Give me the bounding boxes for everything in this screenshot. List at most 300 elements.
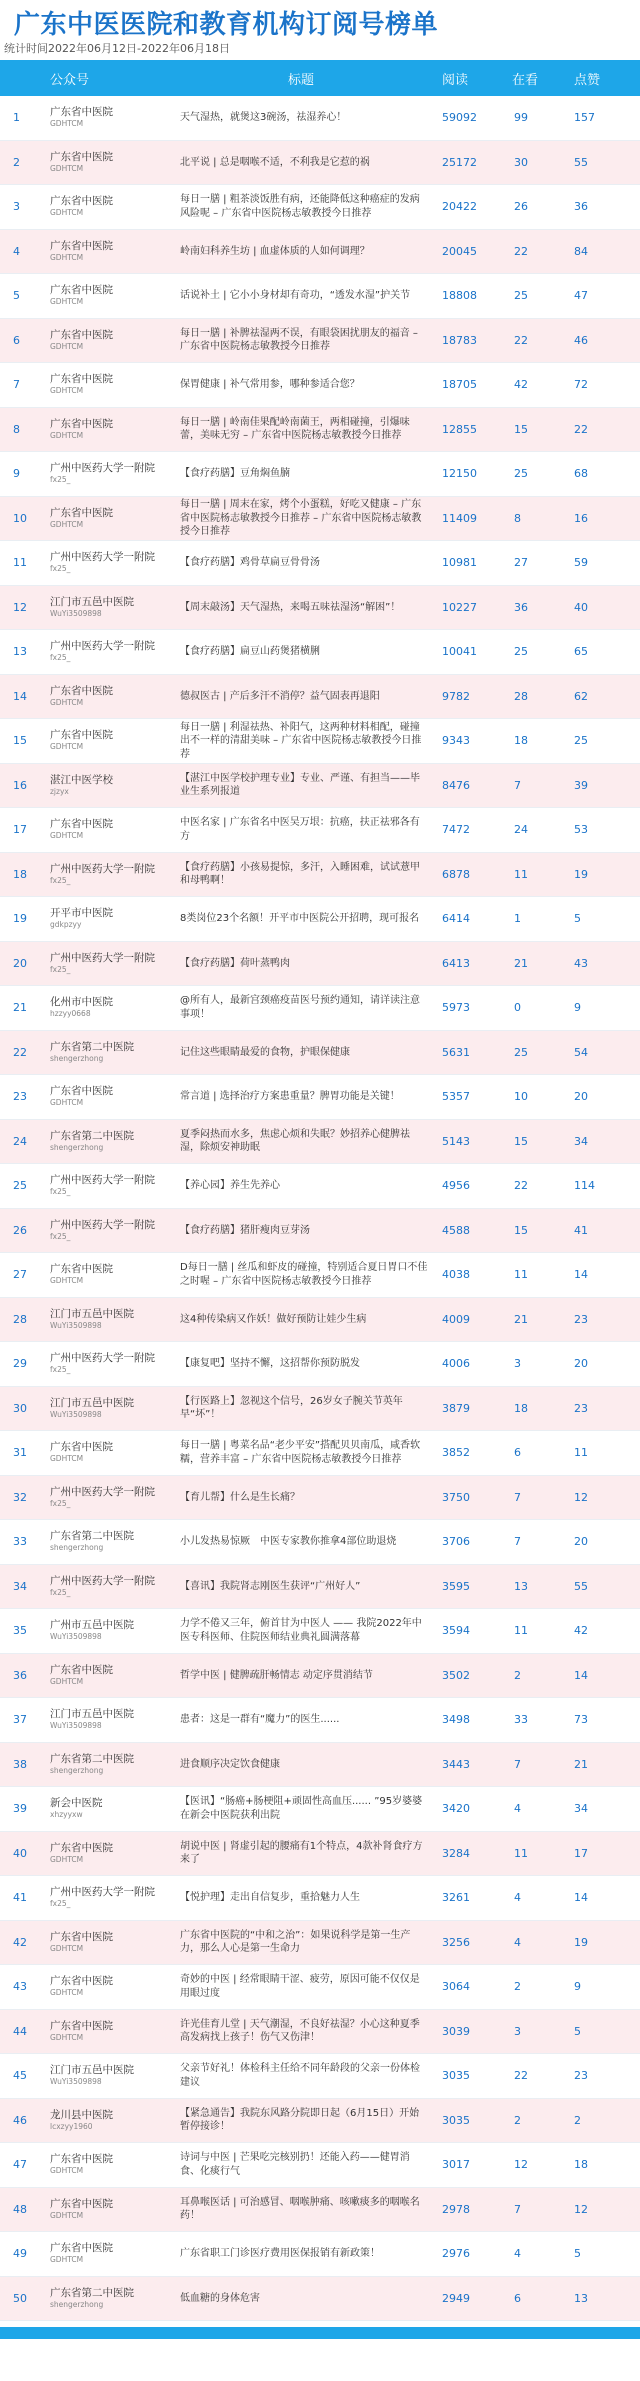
rank-number: 13 [13,645,27,659]
account-id: WuYi3509898 [50,608,102,618]
read-count: 25172 [442,155,477,169]
account-cell[interactable] [40,1886,168,1909]
looking-count: 7 [514,1757,521,1771]
like-count: 54 [574,1045,588,1059]
table-row [0,1654,640,1699]
account-id: shengerzhong [50,1765,104,1775]
account-cell[interactable] [40,996,168,1019]
looking-count: 24 [514,823,528,837]
account-cell[interactable] [40,373,168,396]
account-name: 广州中医药大学一附院 [50,551,155,564]
rank-number: 21 [13,1001,27,1015]
account-id: hzzyy0668 [50,1009,91,1019]
article-title-link[interactable]: 岭南妇科养生坊 | 血虚体质的人如何调理？ [180,245,370,257]
account-cell[interactable] [40,2153,168,2176]
account-id: fx25_ [50,564,71,574]
rank-number: 50 [13,2291,27,2305]
table-row [0,1387,640,1432]
read-count: 3017 [442,2158,470,2172]
article-title-link[interactable]: 这4种传染病又作妖！做好预防让娃少生病 [180,1313,367,1325]
account-name: 广州市五邑中医院 [50,1619,134,1632]
looking-count: 7 [514,1490,521,1504]
article-title-link[interactable]: @所有人，最新宫颈癌疫苗医号预约通知，请详读注意事项！ [180,995,420,1020]
rank-number: 20 [13,956,27,970]
article-title-link[interactable]: 每日一膳 | 岭南佳果配岭南菌王，两相碰撞，引爆味蕾，美味无穷 – 广东省中医院杨志敏教授今日推荐 [180,416,410,442]
account-cell[interactable] [40,2109,168,2132]
read-count: 20422 [442,200,477,214]
table-row [0,1965,640,2010]
like-count: 72 [574,378,588,392]
read-count: 3595 [442,1579,470,1593]
read-count: 12150 [442,467,477,481]
account-cell[interactable] [40,1130,168,1153]
account-id: xhzyyxw [50,1810,83,1820]
article-title-link[interactable]: 每日一膳 | 补脾祛湿两不误，有眼袋困扰朋友的福音 – 广东省中医院杨志敏教授今日推荐 [180,327,418,353]
account-name: 广东省中医院 [50,1085,113,1098]
account-cell[interactable] [40,1575,168,1598]
article-title-link[interactable]: 话说补土 | 它小小身材却有奇功，“透发水湿”护关节 [180,290,411,301]
rank-number: 7 [13,378,20,392]
read-count: 11409 [442,511,477,525]
account-name: 广东省中医院 [50,2197,113,2210]
account-id: fx25_ [50,653,71,663]
looking-count: 15 [514,422,528,436]
rank-number: 9 [13,467,20,481]
account-cell[interactable] [40,863,168,886]
account-id: fx25_ [50,1899,71,1909]
account-cell[interactable] [40,907,168,930]
account-id: GDHTCM [50,519,84,529]
table-row [0,853,640,898]
looking-count: 25 [514,1045,528,1059]
account-id: GDHTCM [50,341,84,351]
rank-number: 26 [13,1223,27,1237]
table-row [0,363,640,408]
read-count: 59092 [442,111,477,125]
table-row [0,2010,640,2055]
rank-number: 49 [13,2247,27,2261]
rank-number: 44 [13,2024,27,2038]
article-title-link[interactable]: 【食疗药膳】猪肝瘦肉豆芽汤 [180,1224,310,1236]
account-id: GDHTCM [50,831,84,841]
looking-count: 25 [514,467,528,481]
account-cell[interactable] [40,240,168,263]
account-cell[interactable] [40,2064,168,2087]
account-cell[interactable] [40,1352,168,1375]
read-count: 5143 [442,1134,470,1148]
article-title-link[interactable]: 哲学中医 | 健脾疏肝畅情志 动定序贯消结节 [180,1669,373,1681]
looking-count: 11 [514,867,528,881]
article-title-link[interactable]: 许光佳育儿堂 | 天气潮湿，不良好祛湿？小心这种夏季高发病找上孩子！伤气又伤津！ [180,2018,420,2044]
read-count: 10981 [442,556,477,570]
account-cell[interactable] [40,106,168,129]
account-cell[interactable] [40,1397,168,1420]
article-title-link[interactable]: 夏季闷热而水多，焦虑心烦和失眠？妙招养心健脾祛湿，除烦安神助眠 [180,1128,410,1154]
article-title-link[interactable]: 诗词与中医 | 芒果吃完核别扔！还能入药——健胃消食、化痰行气 [180,2152,410,2177]
article-title-link[interactable]: 小儿发热易惊厥 中医专家教你推拿4部位助退烧 [180,1536,397,1547]
looking-count: 15 [514,1223,528,1237]
article-title-link[interactable]: 德叔医古 | 产后多汗不消停？益气固表再退阳 [180,690,380,702]
like-count: 9 [574,1980,581,1994]
read-count: 4038 [442,1268,470,1282]
looking-count: 18 [514,734,528,748]
like-count: 41 [574,1223,588,1237]
account-id: GDHTCM [50,1098,84,1108]
account-cell[interactable] [40,1174,168,1197]
footer-bar [0,2327,640,2339]
read-count: 12855 [442,422,477,436]
account-name: 广东省中医院 [50,729,113,742]
like-count: 11 [574,1446,588,1460]
looking-count: 3 [514,2024,521,2038]
table-row [0,630,640,675]
account-name: 广东省中医院 [50,373,113,386]
account-name: 广东省中医院 [50,1930,113,1943]
article-title-link[interactable]: 进食顺序决定饮食健康 [180,1758,280,1770]
rank-number: 32 [13,1490,27,1504]
account-cell[interactable] [40,729,168,752]
article-title-link[interactable]: 【食疗药膳】鸡骨草扁豆骨骨汤 [180,557,320,568]
table-row [0,1743,640,1788]
article-title-link[interactable]: 胡说中医 | 肾虚引起的腰痛有1个特点，4款补肾食疗方来了 [180,1840,423,1866]
account-cell[interactable] [40,596,168,619]
rank-number: 25 [13,1179,27,1193]
looking-count: 28 [514,689,528,703]
table-row [0,185,640,230]
account-cell[interactable] [40,1664,168,1687]
article-title-link[interactable]: 每日一膳 | 粗茶淡饭胜有病，还能降低这种癌症的发病风险呢 – 广东省中医院杨志敏教授今日推荐 [180,194,420,219]
looking-count: 21 [514,1312,528,1326]
read-count: 3284 [442,1846,470,1860]
account-id: fx25_ [50,1187,71,1197]
article-title-link[interactable]: 【食疗药膳】扁豆山药煲猪横脷 [180,646,320,657]
account-id: GDHTCM [50,430,84,440]
account-id: fx25_ [50,1587,71,1597]
account-name: 广东省中医院 [50,2242,113,2255]
like-count: 53 [574,823,588,837]
read-count: 10041 [442,645,477,659]
article-title-link[interactable]: 【医讯】“肠癌+肠梗阻+顽固性高血压...... ”95岁婆婆在新会中医院获利出院 [180,1796,423,1821]
account-name: 广州中医药大学一附院 [50,1352,155,1365]
article-title-link[interactable]: 【湛江中医学校护理专业】专业、严谨、有担当——毕业生系列报道 [180,772,420,798]
account-cell[interactable] [40,418,168,441]
account-name: 广东省中医院 [50,106,113,119]
account-cell[interactable] [40,1619,168,1642]
account-id: GDHTCM [50,742,84,752]
read-count: 3502 [442,1668,470,1682]
read-count: 3750 [442,1490,470,1504]
account-id: GDHTCM [50,1676,84,1686]
table-row [0,1209,640,1254]
article-title-link[interactable]: 广东省职工门诊医疗费用医保报销有新政策！ [180,2248,380,2259]
account-cell[interactable] [40,952,168,975]
rank-number: 3 [13,200,20,214]
account-name: 广州中医药大学一附院 [50,951,155,964]
table-row [0,986,640,1031]
account-cell[interactable] [40,1931,168,1954]
article-title-link[interactable]: 记住这些眼睛最爱的食物，护眼保健康 [180,1046,350,1058]
table-row [0,1520,640,1565]
read-count: 4009 [442,1312,470,1326]
account-id: GDHTCM [50,208,84,218]
looking-count: 11 [514,1268,528,1282]
article-title-link[interactable]: 天气湿热，就煲这3碗汤，祛湿养心！ [180,112,347,123]
table-row [0,1075,640,1120]
read-count: 2978 [442,2202,470,2216]
account-name: 广东省中医院 [50,1441,113,1454]
column-header-likes: 点赞 [574,72,601,88]
account-cell[interactable] [40,1041,168,1064]
account-id: GDHTCM [50,252,84,262]
like-count: 12 [574,2202,588,2216]
rank-number: 38 [13,1757,27,1771]
account-name: 广东省第二中医院 [50,1040,134,1053]
table-row [0,1787,640,1832]
account-id: GDHTCM [50,1943,84,1953]
like-count: 36 [574,200,588,214]
account-cell[interactable] [40,284,168,307]
table-row [0,96,640,141]
account-cell[interactable] [40,551,168,574]
looking-count: 25 [514,645,528,659]
table-row [0,1832,640,1877]
article-title-link[interactable]: 奇妙的中医 | 经常眼睛干涩、疲劳，原因可能不仅仅是用眼过度 [180,1974,420,1999]
account-id: WuYi3509898 [50,2077,102,2087]
looking-count: 10 [514,1090,528,1104]
account-name: 广东省第二中医院 [50,1530,134,1543]
read-count: 4956 [442,1179,470,1193]
account-name: 广东省中医院 [50,239,113,252]
account-id: fx25_ [50,1231,71,1241]
account-name: 广州中医药大学一附院 [50,1174,155,1187]
account-cell[interactable] [40,1975,168,1998]
account-id: fx25_ [50,1365,71,1375]
table-row [0,1342,640,1387]
like-count: 14 [574,1668,588,1682]
account-cell[interactable] [40,1753,168,1776]
like-count: 16 [574,511,588,525]
article-title-link[interactable]: 北平说 | 总是咽喉不适，不利我是它惹的祸 [180,156,370,168]
table-row [0,408,640,453]
article-title-link[interactable]: 每日一膳 | 粤菜名品“老少平安”搭配贝贝南瓜，咸香软糯，营养丰富 – 广东省中医院杨志敏教授今日推荐 [180,1440,421,1465]
column-header-looking: 在看 [512,72,539,88]
rank-number: 42 [13,1935,27,1949]
read-count: 3706 [442,1535,470,1549]
table-row [0,675,640,720]
account-cell[interactable] [40,1708,168,1731]
looking-count: 99 [514,111,528,125]
rank-number: 29 [13,1357,27,1371]
rank-number: 43 [13,1980,27,1994]
looking-count: 0 [514,1001,521,1015]
article-title-link[interactable]: 中医名家 | 广东省名中医吴万垠：抗癌，扶正祛邪各有方 [180,817,420,842]
account-id: shengerzhong [50,2299,104,2309]
article-title-link[interactable]: 患者：这是一群有“魔力”的医生...... [180,1714,340,1725]
account-id: gdkpzyy [50,920,82,930]
read-count: 3256 [442,1935,470,1949]
like-count: 114 [574,1179,595,1193]
rank-number: 30 [13,1401,27,1415]
read-count: 2976 [442,2247,470,2261]
account-cell[interactable] [40,1308,168,1331]
read-count: 9782 [442,689,470,703]
account-cell[interactable] [40,1263,168,1286]
account-id: WuYi3509898 [50,1721,102,1731]
looking-count: 22 [514,333,528,347]
looking-count: 4 [514,1935,521,1949]
account-cell[interactable] [40,2020,168,2043]
like-count: 23 [574,2069,588,2083]
like-count: 55 [574,1579,588,1593]
rank-number: 36 [13,1668,27,1682]
rank-number: 24 [13,1134,27,1148]
account-cell[interactable] [40,2198,168,2221]
account-id: GDHTCM [50,1988,84,1998]
read-count: 6878 [442,867,470,881]
article-title-link[interactable]: 【行医路上】忽视这个信号，26岁女子腕关节英年早“坏”！ [180,1395,403,1421]
read-count: 5631 [442,1045,470,1059]
account-name: 广州中医药大学一附院 [50,1218,155,1231]
read-count: 4588 [442,1223,470,1237]
looking-count: 42 [514,378,528,392]
article-title-link[interactable]: 【周末敲汤】天气湿热，来喝五味祛湿汤“解困”！ [180,601,401,613]
article-title-link[interactable]: 【康复吧】坚持不懈，这招帮你预防脱发 [180,1358,360,1369]
looking-count: 22 [514,244,528,258]
table-row [0,897,640,942]
account-cell[interactable] [40,818,168,841]
looking-count: 27 [514,556,528,570]
read-count: 18808 [442,289,477,303]
table-row [0,1476,640,1521]
like-count: 12 [574,1490,588,1504]
account-id: GDHTCM [50,2032,84,2042]
article-title-link[interactable]: 每日一膳 | 利湿祛热、补阳气，这两种材料相配，碰撞出不一样的清甜美味 – 广东省中医院杨志敏教授今日推荐 [180,721,422,760]
account-cell[interactable] [40,1530,168,1553]
account-cell[interactable] [40,774,168,797]
article-title-link[interactable]: 【食疗药膳】小孩易提惊，多汗，入睡困难，试试薏甲和母鸭啊！ [180,861,420,887]
page-title: 广东中医医院和教育机构订阅号榜单 [14,10,439,40]
account-name: 广东省中医院 [50,2019,113,2032]
account-name: 广州中医药大学一附院 [50,862,155,875]
account-cell[interactable] [40,2287,168,2310]
account-id: fx25_ [50,1498,71,1508]
article-title-link[interactable]: 父亲节好礼！体检科主任给不同年龄段的父亲一份体检建议 [180,2063,420,2088]
like-count: 2 [574,2113,581,2127]
account-id: GDHTCM [50,1854,84,1864]
account-cell[interactable] [40,1842,168,1865]
table-row [0,586,640,631]
account-cell[interactable] [40,462,168,485]
article-title-link[interactable]: 【食疗药膳】豆角焖鱼腩 [180,468,290,479]
looking-count: 1 [514,912,521,926]
account-cell[interactable] [40,329,168,352]
rank-number: 23 [13,1090,27,1104]
looking-count: 2 [514,1980,521,1994]
account-name: 开平市中医院 [50,907,113,920]
page-header [0,0,640,38]
account-name: 广东省中医院 [50,417,113,430]
account-cell[interactable] [40,195,168,218]
account-cell[interactable] [40,640,168,663]
account-name: 广东省中医院 [50,328,113,341]
rank-number: 34 [13,1579,27,1593]
table-row [0,942,640,987]
article-title-link[interactable]: 力学不倦又三年，俯首甘为中医人 —— 我院2022年中医专科医师、住院医师结业典礼圆满落幕 [180,1618,422,1643]
account-cell[interactable] [40,1219,168,1242]
article-title-link[interactable]: 耳鼻喉医话 | 可治感冒、咽喉肿痛、咳嗽痰多的咽喉名药！ [180,2196,420,2222]
article-title-link[interactable]: D每日一膳 | 丝瓜和虾皮的碰撞，特别适合夏日胃口不佳之时喔 – 广东省中医院杨志敏教授今日推荐 [180,1262,428,1287]
rank-number: 18 [13,867,27,881]
account-name: 江门市五邑中医院 [50,595,134,608]
account-name: 广东省中医院 [50,1263,113,1276]
account-cell[interactable] [40,507,168,530]
like-count: 17 [574,1846,588,1860]
account-name: 广东省中医院 [50,506,113,519]
rank-number: 19 [13,912,27,926]
rank-number: 39 [13,1802,27,1816]
rank-number: 33 [13,1535,27,1549]
article-title-link[interactable]: 每日一膳 | 周末在家，烤个小蛋糕，好吃又健康 – 广东省中医院杨志敏教授今日推荐 – 广东省中医院杨志敏教授今日推荐 [180,499,422,537]
account-cell[interactable] [40,2242,168,2265]
looking-count: 26 [514,200,528,214]
account-name: 广东省第二中医院 [50,1752,134,1765]
like-count: 39 [574,778,588,792]
account-cell[interactable] [40,1797,168,1820]
article-title-link[interactable]: 常言道 | 选择治疗方案患重量？脾胃功能是关键！ [180,1091,400,1102]
account-name: 广东省中医院 [50,818,113,831]
table-header [0,60,640,96]
table-row [0,2099,640,2144]
read-count: 3879 [442,1401,470,1415]
article-title-link[interactable]: 保胃健康 | 补气常用参，哪种参适合您？ [180,379,360,390]
account-cell[interactable] [40,685,168,708]
account-name: 江门市五邑中医院 [50,1708,134,1721]
read-count: 3035 [442,2113,470,2127]
like-count: 5 [574,2247,581,2261]
article-title-link[interactable]: 【紧急通告】我院东风路分院即日起（6月15日）开始暂停接诊！ [180,2107,420,2133]
article-title-link[interactable]: 低血糖的身体危害 [180,2292,260,2304]
account-cell[interactable] [40,1486,168,1509]
table-row [0,808,640,853]
account-id: GDHTCM [50,1454,84,1464]
account-cell[interactable] [40,151,168,174]
like-count: 25 [574,734,588,748]
table-row [0,1921,640,1966]
article-title-link[interactable]: 【悦护理】走出自信复步，重拾魅力人生 [180,1892,360,1903]
rank-number: 11 [13,556,27,570]
rank-number: 6 [13,333,20,347]
account-id: lcxzyy1960 [50,2121,93,2131]
looking-count: 21 [514,956,528,970]
table-row [0,541,640,586]
rank-number: 41 [13,1891,27,1905]
like-count: 5 [574,912,581,926]
account-name: 广东省中医院 [50,1975,113,1988]
article-title-link[interactable]: 8类岗位23个名额！开平市中医院公开招聘，现可报名 [180,913,420,924]
article-title-link[interactable]: 【喜讯】我院肾志刚医生获评“广州好人” [180,1580,361,1592]
rank-number: 46 [13,2113,27,2127]
read-count: 5973 [442,1001,470,1015]
account-id: shengerzhong [50,1142,104,1152]
article-title-link[interactable]: 【育儿帮】什么是生长痛？ [180,1491,300,1503]
article-title-link[interactable]: 【养心园】养生先养心 [180,1180,280,1191]
account-cell[interactable] [40,1441,168,1464]
looking-count: 33 [514,1713,528,1727]
article-title-link[interactable]: 广东省中医院的“中和之治”：如果说科学是第一生产力，那么人心是第一生命力 [180,1929,411,1955]
looking-count: 22 [514,1179,528,1193]
article-title-link[interactable]: 【食疗药膳】荷叶蒸鸭肉 [180,957,290,969]
account-cell[interactable] [40,1085,168,1108]
